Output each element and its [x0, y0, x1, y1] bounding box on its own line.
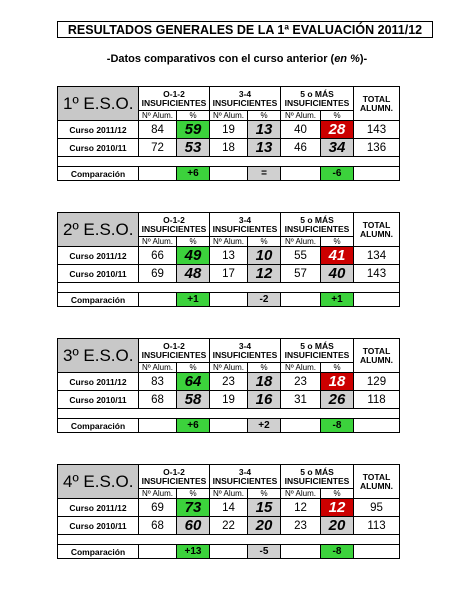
spacer-row [58, 283, 400, 293]
subheader-pct: % [177, 363, 210, 373]
total-header-line1: TOTAL [362, 471, 391, 482]
total-cell: 136 [354, 139, 400, 157]
percent-cell: 26 [321, 391, 354, 409]
group-header-line2: INSUFICIENTES [141, 475, 207, 486]
count-cell: 46 [281, 139, 321, 157]
percent-cell: 20 [321, 517, 354, 535]
count-cell: 57 [281, 265, 321, 283]
subheader-alum: Nº Alum. [210, 111, 248, 121]
row-label: Curso 2011/12 [58, 373, 139, 391]
count-cell: 69 [139, 499, 177, 517]
level-table [57, 86, 400, 181]
subheader-alum: Nº Alum. [281, 111, 321, 121]
group-header-2 [210, 339, 281, 363]
percent-cell: 12 [321, 499, 354, 517]
subheader-alum: Nº Alum. [210, 363, 248, 373]
comparison-label: Comparación [58, 167, 139, 181]
percent-cell: 73 [177, 499, 210, 517]
count-cell: 19 [210, 391, 248, 409]
group-header-3 [281, 213, 354, 237]
comparison-value: +2 [248, 419, 281, 433]
row-label: Curso 2010/11 [58, 517, 139, 535]
header-row [58, 465, 400, 489]
group-header-3 [281, 87, 354, 111]
percent-cell: 28 [321, 121, 354, 139]
group-header-line2: INSUFICIENTES [284, 223, 350, 234]
subheader-alum: Nº Alum. [210, 237, 248, 247]
total-header-line1: TOTAL [362, 345, 391, 356]
header-row [58, 339, 400, 363]
comparison-blank [210, 293, 248, 307]
subheader-pct: % [321, 363, 354, 373]
count-cell: 66 [139, 247, 177, 265]
percent-cell: 64 [177, 373, 210, 391]
count-cell: 69 [139, 265, 177, 283]
subheader-alum: Nº Alum. [281, 489, 321, 499]
group-header-line2: INSUFICIENTES [141, 349, 207, 360]
subheader-alum: Nº Alum. [139, 363, 177, 373]
table-row [58, 517, 400, 535]
percent-cell: 49 [177, 247, 210, 265]
comparison-value: -5 [248, 545, 281, 559]
subtitle-italic: en % [334, 53, 360, 65]
group-header-line1: 5 o MÁS [300, 214, 334, 225]
group-header-2 [210, 465, 281, 489]
row-label: Curso 2011/12 [58, 121, 139, 139]
comparison-label: Comparación [58, 419, 139, 433]
percent-cell: 59 [177, 121, 210, 139]
spacer-row [58, 409, 400, 419]
comparison-blank [281, 545, 321, 559]
comparison-value: = [248, 167, 281, 181]
group-header-1 [139, 213, 210, 237]
comparison-blank [281, 293, 321, 307]
count-cell: 40 [281, 121, 321, 139]
table-row [58, 391, 400, 409]
comparison-blank [210, 167, 248, 181]
total-cell: 118 [354, 391, 400, 409]
comparison-label: Comparación [58, 293, 139, 307]
row-label: Curso 2010/11 [58, 139, 139, 157]
percent-cell: 13 [248, 121, 281, 139]
percent-cell: 15 [248, 499, 281, 517]
count-cell: 14 [210, 499, 248, 517]
group-header-line2: INSUFICIENTES [284, 97, 350, 108]
subheader-alum: Nº Alum. [281, 363, 321, 373]
comparison-value: +13 [177, 545, 210, 559]
comparison-value: -8 [321, 545, 354, 559]
group-header-line2: INSUFICIENTES [141, 97, 207, 108]
level-name: 2º E.S.O. [58, 213, 139, 247]
count-cell: 84 [139, 121, 177, 139]
total-cell: 113 [354, 517, 400, 535]
comparison-row [58, 419, 400, 433]
spacer-cell [58, 409, 400, 419]
count-cell: 31 [281, 391, 321, 409]
header-row [58, 213, 400, 237]
total-header [354, 213, 400, 247]
group-header-line1: O-1-2 [163, 88, 185, 99]
table-row [58, 373, 400, 391]
percent-cell: 40 [321, 265, 354, 283]
row-label: Curso 2011/12 [58, 247, 139, 265]
percent-cell: 16 [248, 391, 281, 409]
percent-cell: 12 [248, 265, 281, 283]
group-header-line1: O-1-2 [163, 340, 185, 351]
spacer-cell [58, 283, 400, 293]
subheader-pct: % [177, 111, 210, 121]
subheader-pct: % [248, 363, 281, 373]
percent-cell: 34 [321, 139, 354, 157]
page-title: RESULTADOS GENERALES DE LA 1ª EVALUACIÓN 2011/12 [57, 21, 433, 38]
row-label: Curso 2011/12 [58, 499, 139, 517]
count-cell: 68 [139, 517, 177, 535]
comparison-blank [139, 167, 177, 181]
group-header-line1: 3-4 [238, 340, 252, 351]
total-cell: 95 [354, 499, 400, 517]
subtitle-prefix: -Datos comparativos con el curso anterior ( [106, 53, 335, 65]
subtitle-suffix: )- [359, 53, 368, 65]
total-header [354, 465, 400, 499]
count-cell: 17 [210, 265, 248, 283]
percent-cell: 53 [177, 139, 210, 157]
group-header-line2: INSUFICIENTES [284, 475, 350, 486]
group-header-line1: O-1-2 [163, 214, 185, 225]
percent-cell: 18 [321, 373, 354, 391]
total-header [354, 87, 400, 121]
level-table [57, 212, 400, 307]
group-header-2 [210, 213, 281, 237]
comparison-row [58, 545, 400, 559]
group-header-line2: INSUFICIENTES [212, 475, 278, 486]
count-cell: 55 [281, 247, 321, 265]
percent-cell: 10 [248, 247, 281, 265]
group-header-line2: INSUFICIENTES [284, 349, 350, 360]
comparison-total-blank [354, 419, 400, 433]
total-header-line1: TOTAL [362, 219, 391, 230]
spacer-cell [58, 157, 400, 167]
row-label: Curso 2010/11 [58, 391, 139, 409]
spacer-cell [58, 535, 400, 545]
subheader-pct: % [177, 237, 210, 247]
comparison-total-blank [354, 293, 400, 307]
percent-cell: 20 [248, 517, 281, 535]
comparison-value: -2 [248, 293, 281, 307]
percent-cell: 60 [177, 517, 210, 535]
percent-cell: 58 [177, 391, 210, 409]
group-header-line1: O-1-2 [163, 466, 185, 477]
group-header-line2: INSUFICIENTES [212, 349, 278, 360]
comparison-row [58, 167, 400, 181]
level-name: 3º E.S.O. [58, 339, 139, 373]
total-cell: 143 [354, 121, 400, 139]
count-cell: 23 [281, 517, 321, 535]
count-cell: 68 [139, 391, 177, 409]
subheader-alum: Nº Alum. [210, 489, 248, 499]
total-header [354, 339, 400, 373]
subheader-pct: % [248, 489, 281, 499]
table-row [58, 247, 400, 265]
group-header-line1: 3-4 [238, 88, 252, 99]
percent-cell: 18 [248, 373, 281, 391]
group-header-line1: 5 o MÁS [300, 340, 334, 351]
count-cell: 23 [281, 373, 321, 391]
page-subtitle [0, 53, 474, 65]
total-header-line1: TOTAL [362, 93, 391, 104]
count-cell: 12 [281, 499, 321, 517]
comparison-value: +6 [177, 167, 210, 181]
subheader-alum: Nº Alum. [281, 237, 321, 247]
subheader-pct: % [248, 237, 281, 247]
group-header-1 [139, 339, 210, 363]
spacer-row [58, 535, 400, 545]
group-header-line1: 5 o MÁS [300, 88, 334, 99]
subheader-alum: Nº Alum. [139, 237, 177, 247]
comparison-total-blank [354, 167, 400, 181]
level-name: 4º E.S.O. [58, 465, 139, 499]
total-header-line2: ALUMN. [359, 354, 394, 365]
comparison-value: +1 [321, 293, 354, 307]
comparison-value: +6 [177, 419, 210, 433]
subheader-pct: % [321, 111, 354, 121]
level-table [57, 338, 400, 433]
comparison-value: -6 [321, 167, 354, 181]
subheader-alum: Nº Alum. [139, 489, 177, 499]
subheader-pct: % [177, 489, 210, 499]
comparison-blank [281, 419, 321, 433]
comparison-label: Comparación [58, 545, 139, 559]
total-header-line2: ALUMN. [359, 102, 394, 113]
table-row [58, 121, 400, 139]
count-cell: 18 [210, 139, 248, 157]
table-row [58, 139, 400, 157]
group-header-line2: INSUFICIENTES [141, 223, 207, 234]
subheader-pct: % [321, 237, 354, 247]
table-row [58, 499, 400, 517]
comparison-blank [210, 419, 248, 433]
group-header-line2: INSUFICIENTES [212, 97, 278, 108]
comparison-blank [139, 419, 177, 433]
count-cell: 19 [210, 121, 248, 139]
comparison-row [58, 293, 400, 307]
total-header-line2: ALUMN. [359, 228, 394, 239]
count-cell: 72 [139, 139, 177, 157]
total-cell: 143 [354, 265, 400, 283]
group-header-line1: 3-4 [238, 214, 252, 225]
total-cell: 129 [354, 373, 400, 391]
row-label: Curso 2010/11 [58, 265, 139, 283]
count-cell: 23 [210, 373, 248, 391]
comparison-value: -8 [321, 419, 354, 433]
count-cell: 83 [139, 373, 177, 391]
percent-cell: 13 [248, 139, 281, 157]
comparison-blank [210, 545, 248, 559]
group-header-2 [210, 87, 281, 111]
percent-cell: 48 [177, 265, 210, 283]
group-header-3 [281, 465, 354, 489]
subheader-pct: % [248, 111, 281, 121]
group-header-1 [139, 87, 210, 111]
comparison-blank [281, 167, 321, 181]
comparison-value: +1 [177, 293, 210, 307]
total-cell: 134 [354, 247, 400, 265]
comparison-total-blank [354, 545, 400, 559]
count-cell: 13 [210, 247, 248, 265]
group-header-line2: INSUFICIENTES [212, 223, 278, 234]
level-name: 1º E.S.O. [58, 87, 139, 121]
subheader-alum: Nº Alum. [139, 111, 177, 121]
spacer-row [58, 157, 400, 167]
table-row [58, 265, 400, 283]
header-row [58, 87, 400, 111]
level-table [57, 464, 400, 559]
percent-cell: 41 [321, 247, 354, 265]
count-cell: 22 [210, 517, 248, 535]
group-header-3 [281, 339, 354, 363]
comparison-blank [139, 293, 177, 307]
total-header-line2: ALUMN. [359, 480, 394, 491]
subheader-pct: % [321, 489, 354, 499]
group-header-line1: 3-4 [238, 466, 252, 477]
group-header-line1: 5 o MÁS [300, 466, 334, 477]
group-header-1 [139, 465, 210, 489]
comparison-blank [139, 545, 177, 559]
